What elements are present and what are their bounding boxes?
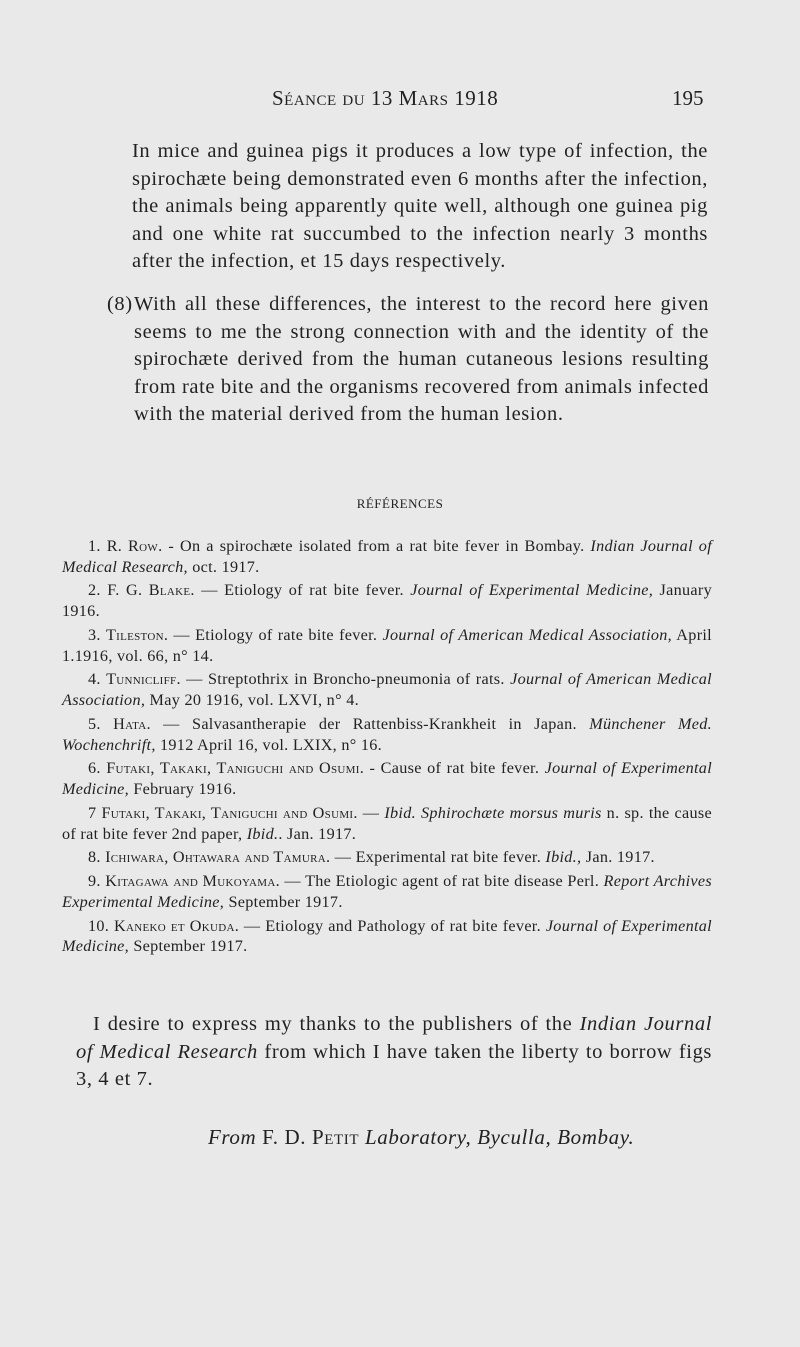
reference-item: 1. R. Row. - On a spirochæte isolated from a rat bite fever in Bombay. Indian Journal of Medical Research, oct. 1917. xyxy=(62,537,712,576)
reference-journal: Indian Journal of Medical Research, xyxy=(62,537,712,576)
reference-item: 10. Kaneko et Okuda. — Etiology and Pathology of rat bite fever. Journal of Experimental Medicine, September 1917. xyxy=(62,916,712,956)
reference-authors: Futaki, Takaki, Taniguchi and Osumi. xyxy=(106,759,365,778)
page-number: 195 xyxy=(672,86,704,110)
reference-title: Cause of rat bite fever. xyxy=(380,759,540,778)
reference-authors: Ichiwara, Ohtawara and Tamura. xyxy=(105,848,331,867)
reference-authors: Tileston. xyxy=(105,625,169,644)
reference-journal: Münchener Med. Wochenchrift, xyxy=(62,714,712,754)
signature-line: From F. D. Petit Laboratory, Byculla, Bombay. xyxy=(208,1125,635,1149)
reference-item: 4. Tunnicliff. — Streptothrix in Broncho-pneumonia of rats. Journal of American Medical Association, May 20 1916, vol. LXVI, n° 4. xyxy=(62,670,712,710)
reference-authors: Tunnicliff. xyxy=(106,670,181,689)
header-title: Séance du 13 Mars 1918 xyxy=(272,86,499,110)
running-header xyxy=(0,86,800,116)
reference-item: 6. Futaki, Takaki, Taniguchi and Osumi. - Cause of rat bite fever. Journal of Experimental Medicine, February 1916. xyxy=(62,759,712,799)
reference-title: Etiology and Pathology of rat bite fever. xyxy=(265,916,541,935)
paragraph-infection: In mice and guinea pigs it produces a low type of infection, the spirochæte being demonstrated even 6 months after the infection, the animals being apparently quite well, although one guinea pig and one white rat succumbed to the infection nearly 3 months after the infection, et 15 days respectively. xyxy=(132,140,708,272)
reference-journal: Journal of Experimental Medicine, xyxy=(410,581,654,600)
reference-authors: R. Row. xyxy=(106,537,163,555)
reference-journal: Ibid. Sphirochæte morsus muris xyxy=(384,803,602,822)
reference-title: Etiology of rat bite fever. xyxy=(224,581,404,600)
reference-journal-ibid: Ibid. xyxy=(246,824,279,843)
reference-title: Etiology of rate bite fever. xyxy=(195,625,378,644)
acknowledgement-journal: Indian Journal of Medical Research xyxy=(76,1013,712,1063)
acknowledgement: I desire to express my thanks to the publishers of the Indian Journal of Medical Research from which I have taken the liberty to borrow figs 3, 4 et 7. xyxy=(76,1013,712,1090)
reference-authors: Kitagawa and Mukoyama. xyxy=(105,872,280,891)
reference-title: On a spirochæte isolated from a rat bite fever in Bombay. xyxy=(179,537,585,555)
paragraph-number: (8) xyxy=(107,293,133,315)
reference-journal: Journal of American Medical Association, xyxy=(62,670,712,710)
reference-title: Salvasantherapie der Rattenbiss-Krankheit in Japan. xyxy=(192,714,577,733)
reference-title: Experimental rat bite fever. xyxy=(355,848,542,867)
reference-journal: Journal of American Medical Association, xyxy=(382,625,672,644)
reference-authors: F. G. Blake. xyxy=(107,581,195,600)
reference-title: Streptothrix in Broncho-pneumonia of rats. xyxy=(208,670,505,689)
reference-item: 7 Futaki, Takaki, Taniguchi and Osumi. — Ibid. Sphirochæte morsus muris n. sp. the cause of rat bite fever 2nd paper, Ibid.. Jan. 1917. xyxy=(62,803,713,843)
reference-journal: Report Archives Experimental Medicine, xyxy=(62,872,712,911)
reference-item: 9. Kitagawa and Mukoyama. — The Etiologic agent of rat bite disease Perl. Report Archives Experimental Medicine, September 1917. xyxy=(62,872,712,911)
reference-item: 5. Hata. — Salvasantherapie der Rattenbiss-Krankheit in Japan. Münchener Med. Wochenchrift, 1912 April 16, vol. LXIX, n° 16. xyxy=(62,714,712,754)
reference-item: 3. Tileston. — Etiology of rate bite fever. Journal of American Medical Association, April 1.1916, vol. 66, n° 14. xyxy=(62,625,712,665)
reference-item: 8. Ichiwara, Ohtawara and Tamura. — Experimental rat bite fever. Ibid., Jan. 1917. xyxy=(88,848,655,867)
paragraph-differences xyxy=(107,291,709,429)
references-list xyxy=(62,536,712,960)
reference-authors: Futaki, Takaki, Taniguchi and Osumi. xyxy=(101,803,358,822)
reference-authors: Hata. xyxy=(113,714,151,733)
references-heading: RÉFÉRENCES xyxy=(356,496,444,511)
reference-item: 2. F. G. Blake. — Etiology of rat bite fever. Journal of Experimental Medicine, January 1916. xyxy=(62,581,712,621)
reference-journal: Ibid., xyxy=(545,848,582,867)
reference-title: The Etiologic agent of rat bite disease Perl. xyxy=(305,872,600,891)
reference-journal: Journal of Experimental Medicine, xyxy=(62,916,712,956)
reference-authors: Kaneko et Okuda. xyxy=(114,916,240,935)
paragraph-text: With all these differences, the interest to the record here given seems to me the strong connection with and the identity of the spirochæte derived from the human cutaneous lesions resulting from rate bite and the organisms recovered from animals infected with the material derived from the human lesion. xyxy=(134,293,709,425)
reference-journal: Journal of Experimental Medicine, xyxy=(62,759,712,799)
